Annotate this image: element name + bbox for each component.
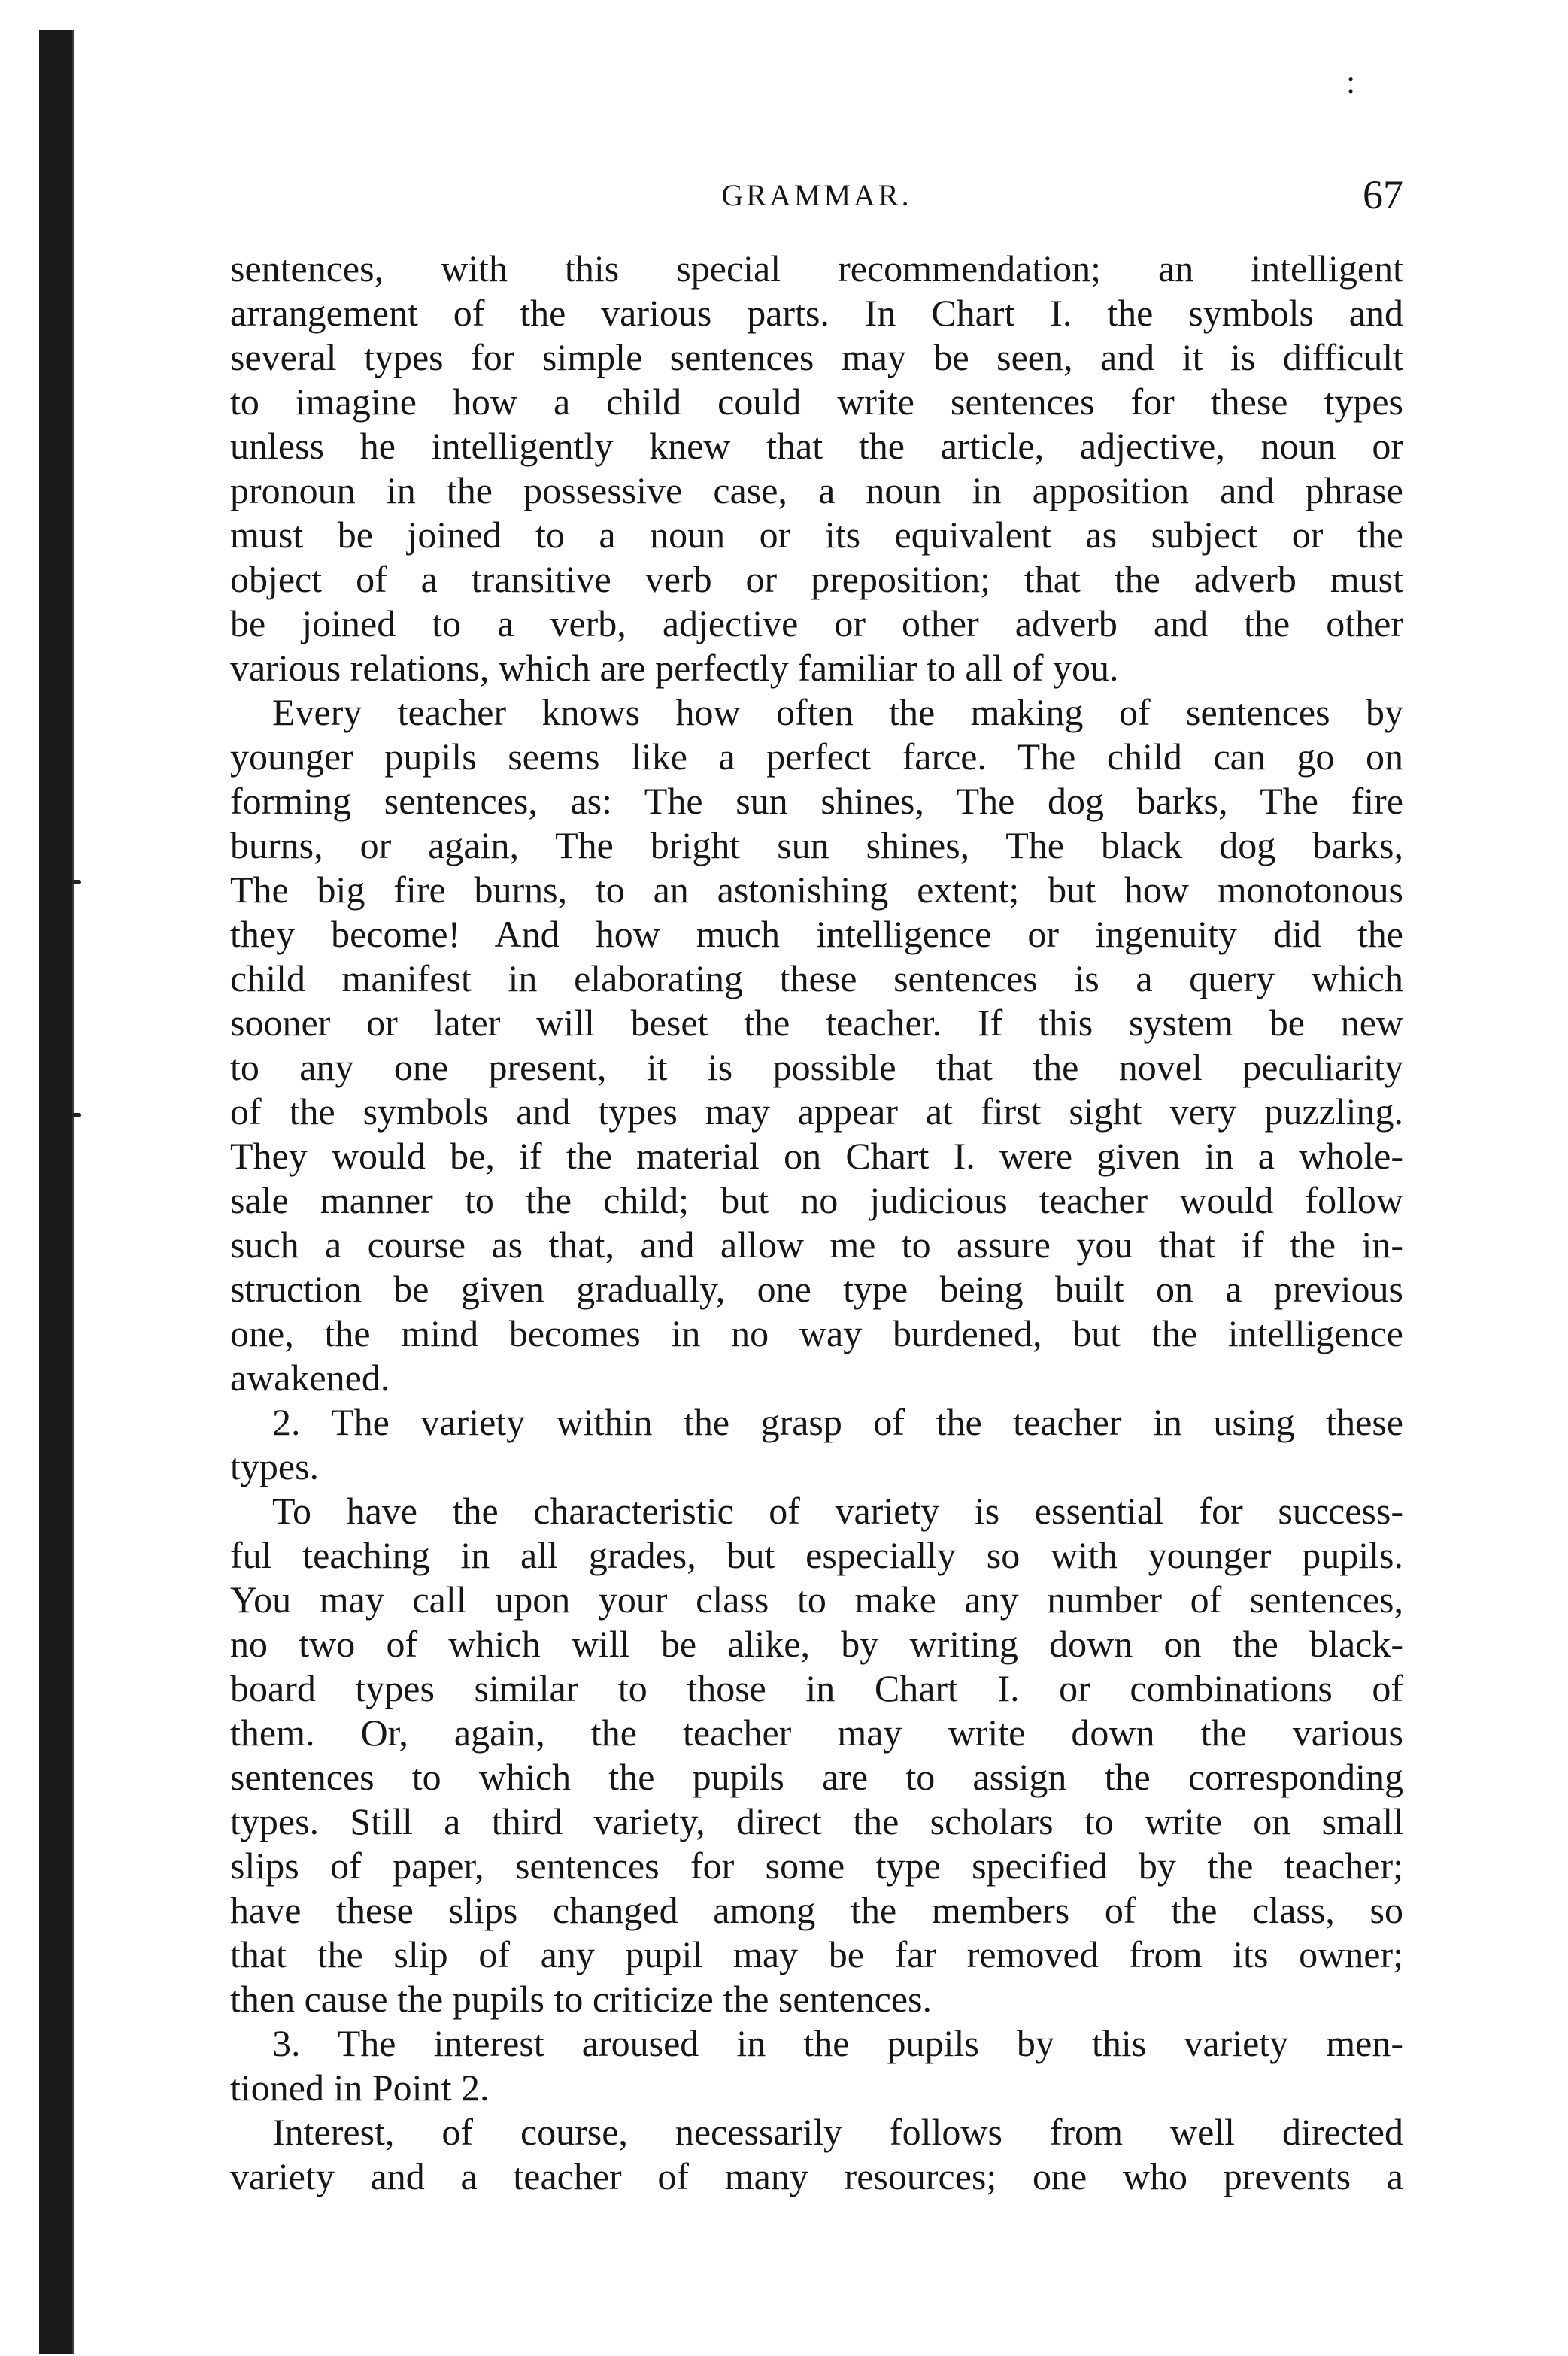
text-line: of the symbols and types may appear at first sight very puzzling. — [230, 1090, 1403, 1133]
text-line: forming sentences, as: The sun shines, The dog barks, The fire — [230, 780, 1403, 822]
text-line: Interest, of course, necessarily follows from well directed — [272, 2111, 1403, 2153]
text-line: Every teacher knows how often the making of sentences by — [272, 691, 1403, 733]
text-line: burns, or again, The bright sun shines, The black dog barks, — [230, 824, 1403, 866]
text-line: that the slip of any pupil may be far removed from its owner; — [230, 1933, 1403, 1975]
text-line: various relations, which are perfectly familiar to all of you. — [230, 647, 1119, 689]
text-line: pronoun in the possessive case, a noun in apposition and phrase — [230, 469, 1403, 511]
text-line: awakened. — [230, 1357, 390, 1399]
text-line: board types similar to those in Chart I. or combinations of — [230, 1667, 1403, 1709]
binding-speck — [72, 880, 81, 884]
text-line: sentences to which the pupils are to assign the corresponding — [230, 1756, 1403, 1798]
text-line: unless he intelligently knew that the article, adjective, noun or — [230, 425, 1403, 467]
text-line: sale manner to the child; but no judicious teacher would follow — [230, 1179, 1403, 1221]
text-line: slips of paper, sentences for some type specified by the teacher; — [230, 1845, 1403, 1887]
text-line: 3. The interest aroused in the pupils by this variety men- — [272, 2022, 1403, 2064]
running-title: GRAMMAR. — [721, 178, 912, 212]
text-line: types. Still a third variety, direct the scholars to write on small — [230, 1800, 1403, 1842]
text-line: several types for simple sentences may be seen, and it is difficult — [230, 336, 1403, 378]
text-line: they become! And how much intelligence or ingenuity did the — [230, 913, 1403, 955]
text-line: ful teaching in all grades, but especially so with younger pupils. — [230, 1534, 1403, 1576]
text-line: to imagine how a child could write sentences for these types — [230, 381, 1403, 423]
text-line: sooner or later will beset the teacher. If this system be new — [230, 1002, 1403, 1044]
text-line: have these slips changed among the members of the class, so — [230, 1889, 1403, 1931]
text-line: types. — [230, 1445, 320, 1487]
text-line: to any one present, it is possible that the novel peculiarity — [230, 1046, 1403, 1088]
text-line: struction be given gradually, one type being built on a previous — [230, 1268, 1403, 1310]
text-line: one, the mind becomes in no way burdened, but the intelligence — [230, 1312, 1403, 1354]
text-line: must be joined to a noun or its equivalent as subject or the — [230, 514, 1403, 556]
text-line: The big fire burns, to an astonishing extent; but how monotonous — [230, 869, 1403, 911]
text-line: then cause the pupils to criticize the sentences. — [230, 1978, 932, 2020]
text-line: To have the characteristic of variety is essential for success- — [272, 1490, 1403, 1532]
text-line: 2. The variety within the grasp of the teacher in using these — [272, 1401, 1403, 1443]
text-line: tioned in Point 2. — [230, 2066, 490, 2109]
text-line: them. Or, again, the teacher may write down the various — [230, 1712, 1403, 1754]
body-text — [230, 247, 1403, 2199]
page-number: 67 — [1363, 172, 1403, 217]
text-line: arrangement of the various parts. In Chart I. the symbols and — [230, 292, 1403, 334]
text-line: You may call upon your class to make any number of sentences, — [230, 1578, 1403, 1621]
text-line: object of a transitive verb or preposition; that the adverb must — [230, 558, 1403, 600]
text-line: such a course as that, and allow me to assure you that if the in- — [230, 1223, 1403, 1266]
text-line: child manifest in elaborating these sentences is a query which — [230, 957, 1403, 999]
text-line: no two of which will be alike, by writing down on the black- — [230, 1623, 1403, 1665]
text-line: sentences, with this special recommendation; an intelligent — [230, 247, 1403, 290]
text-line: younger pupils seems like a perfect farce. The child can go on — [230, 735, 1403, 778]
binding-speck — [72, 1113, 81, 1117]
text-line: variety and a teacher of many resources; one who prevents a — [230, 2155, 1403, 2197]
running-head — [230, 171, 1403, 224]
corner-mark: : — [1346, 64, 1356, 101]
text-line: They would be, if the material on Chart I. were given in a whole- — [230, 1135, 1403, 1177]
text-line: be joined to a verb, adjective or other adverb and the other — [230, 602, 1403, 644]
book-binding-edge — [39, 30, 74, 2354]
